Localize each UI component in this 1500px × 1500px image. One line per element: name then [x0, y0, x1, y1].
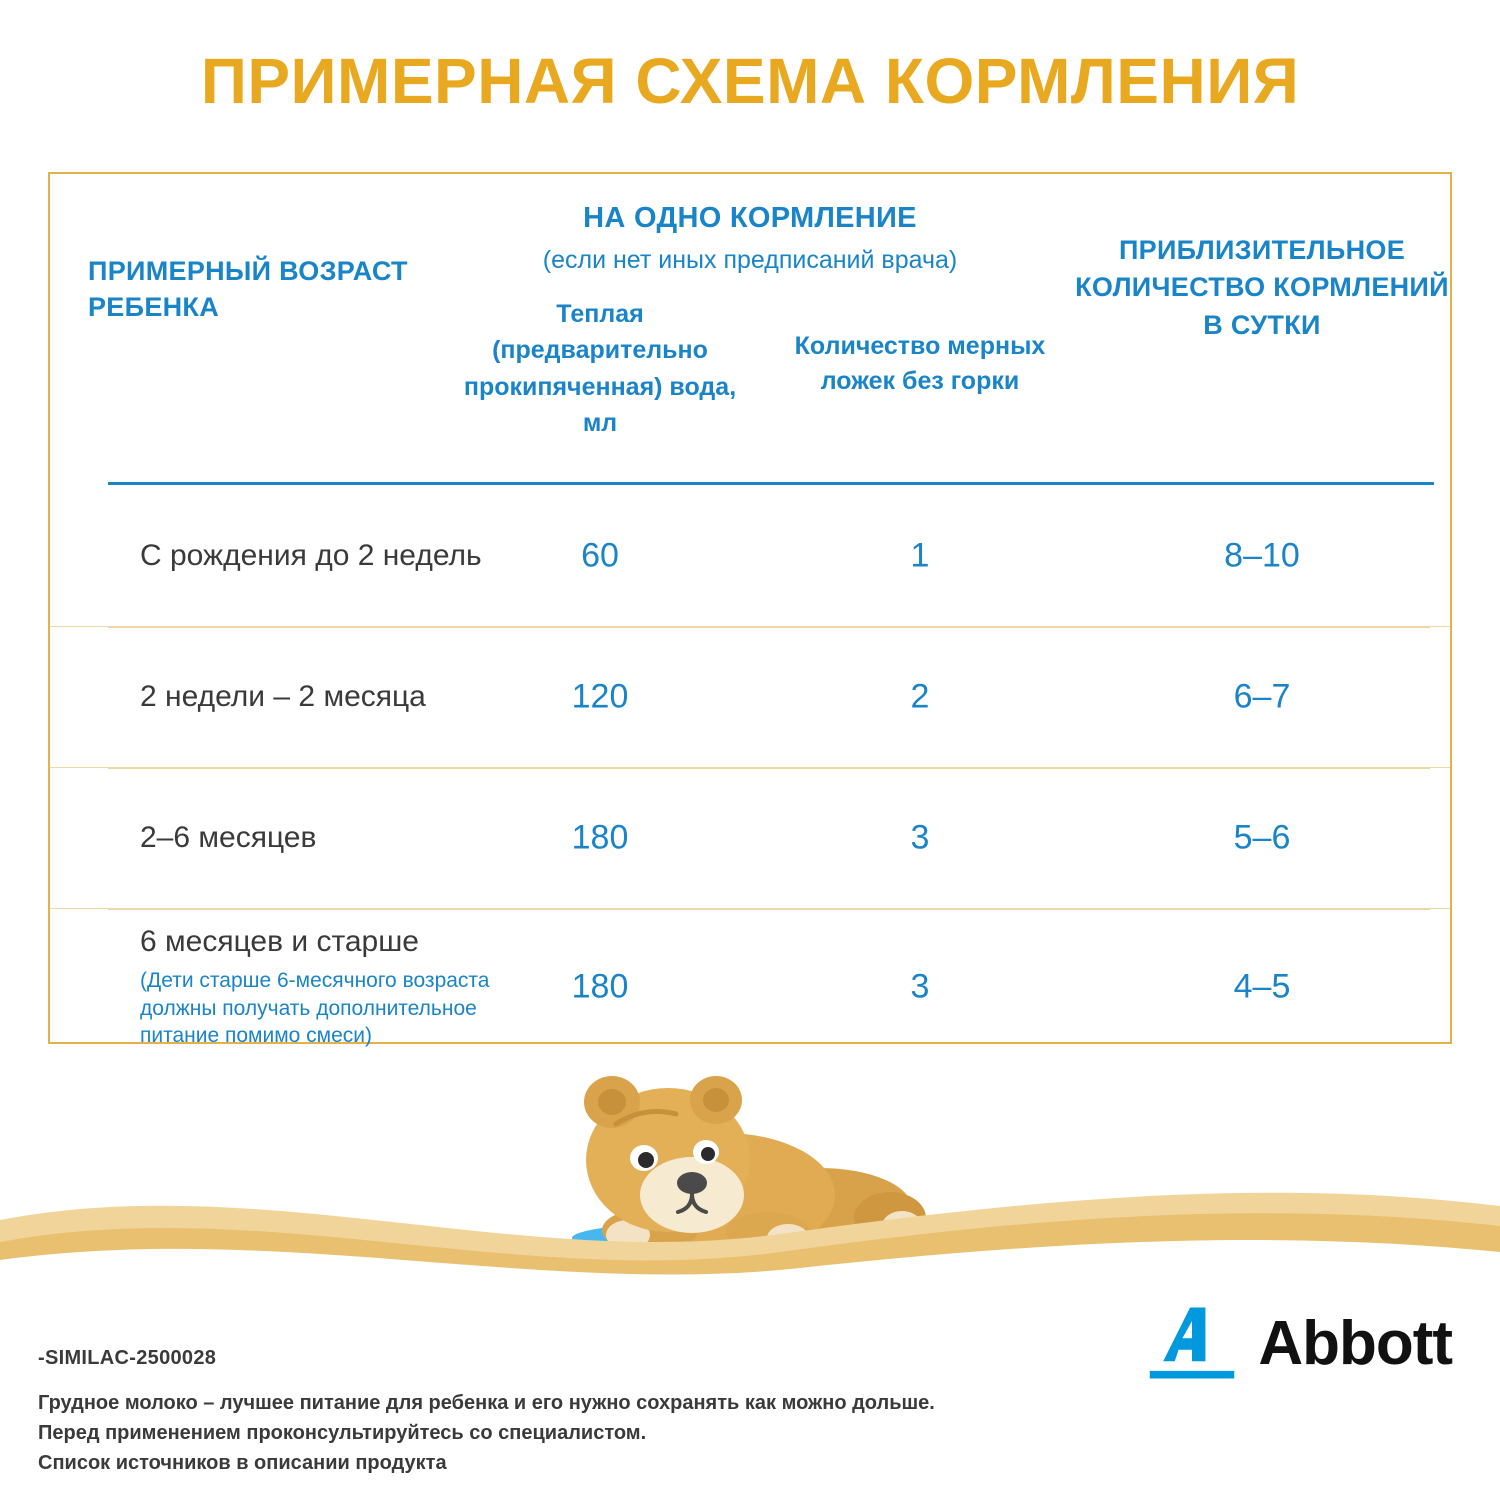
cell-age-text: С рождения до 2 недель — [140, 538, 482, 572]
cell-water: 180 — [571, 818, 629, 857]
column-group-subtitle-per-feeding: (если нет иных предписаний врача) — [542, 246, 958, 274]
brand-name: Abbott — [1258, 1309, 1452, 1378]
abbott-logo — [1144, 1296, 1452, 1392]
header-divider — [108, 482, 1434, 485]
row-divider — [108, 627, 1430, 628]
cell-feedings: 6–7 — [1233, 677, 1291, 716]
cell-feedings: 4–5 — [1233, 967, 1291, 1005]
column-group-header-per-feeding: НА ОДНО КОРМЛЕНИЕ — [583, 202, 917, 234]
footer — [38, 1347, 1058, 1478]
material-code: -SIMILAC-2500028 — [38, 1347, 217, 1369]
cell-age-note: (Дети старше 6-месячного возраста должны получать дополнительное питание помимо смеси) — [140, 969, 490, 1048]
table-row — [50, 486, 1450, 626]
row-divider — [108, 768, 1430, 769]
cell-age-text: 2 недели – 2 месяца — [140, 679, 426, 713]
table-body — [50, 486, 1450, 1064]
abbott-a-mark-icon — [1144, 1296, 1240, 1392]
gold-wave-decoration — [0, 1160, 1500, 1280]
page-title: ПРИМЕРНАЯ СХЕМА КОРМЛЕНИЯ — [200, 45, 1300, 117]
disclaimer-line-3: Список источников в описании продукта — [38, 1452, 447, 1474]
column-header-feedings-per-day: ПРИБЛИЗИТЕЛЬНОЕ КОЛИЧЕСТВО КОРМЛЕНИЙ В СУТКИ — [1075, 235, 1449, 340]
cell-age-text: 2–6 месяцев — [140, 820, 317, 854]
table-header — [50, 174, 1450, 484]
cell-water: 60 — [581, 536, 619, 575]
column-header-water: Теплая (предварительно прокипяченная) вода, мл — [463, 300, 737, 437]
column-header-age: ПРИМЕРНЫЙ ВОЗРАСТ РЕБЕНКА — [88, 256, 408, 322]
cell-scoops: 1 — [910, 536, 930, 575]
cell-water: 180 — [571, 967, 629, 1005]
cell-scoops: 2 — [910, 677, 930, 716]
table-row — [50, 626, 1450, 767]
cell-water: 120 — [571, 677, 629, 716]
table-row — [50, 767, 1450, 908]
cell-feedings: 5–6 — [1233, 818, 1291, 857]
disclaimer — [38, 1388, 1058, 1478]
column-header-scoops: Количество мерных ложек без горки — [794, 332, 1046, 395]
cell-feedings: 8–10 — [1224, 536, 1300, 575]
cell-scoops: 3 — [910, 967, 930, 1005]
disclaimer-line-1: Грудное молоко – лучшее питание для ребенка и его нужно сохранять как можно дольше. — [38, 1392, 935, 1414]
disclaimer-line-2: Перед применением проконсультируйтесь со специалистом. — [38, 1422, 647, 1444]
cell-age-text: 6 месяцев и старше — [140, 924, 419, 958]
cell-scoops: 3 — [910, 818, 930, 857]
feeding-schedule-table — [48, 172, 1452, 1048]
row-divider — [108, 909, 1430, 910]
